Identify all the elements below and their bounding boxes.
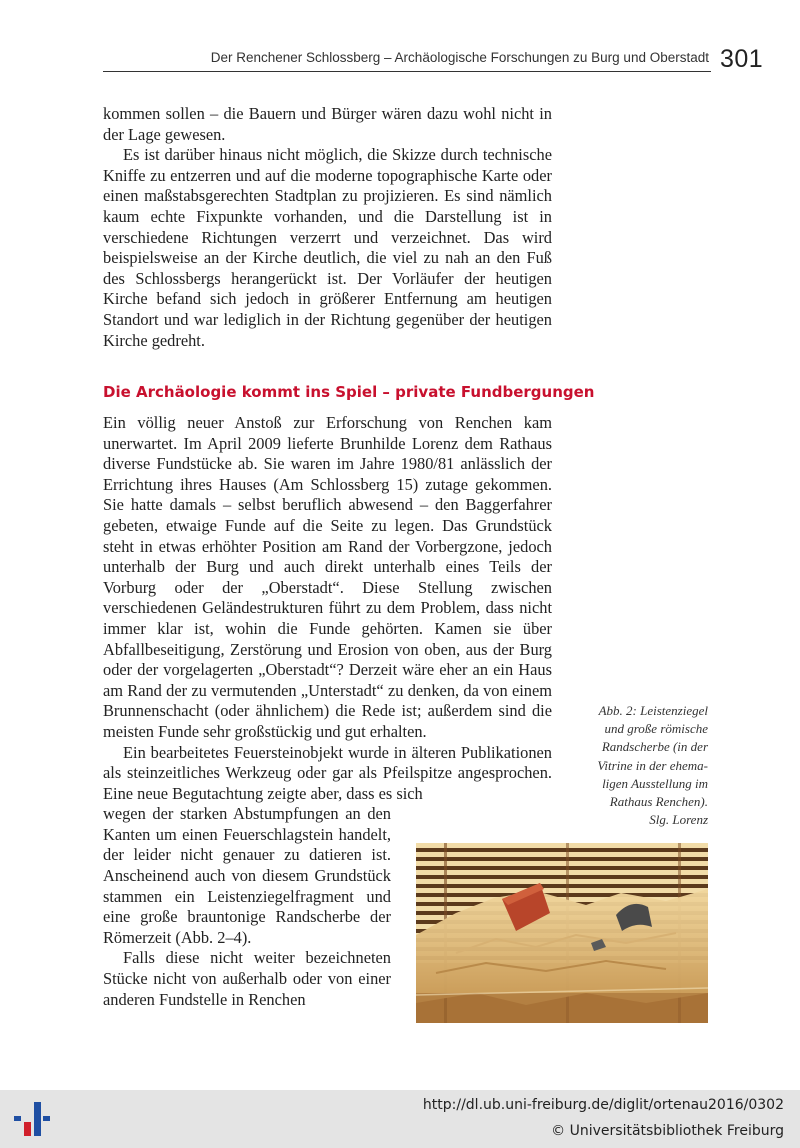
figure-photo [416, 843, 708, 1023]
glass-reflection [416, 993, 708, 1023]
caption-line: ligen Ausstellung im [602, 775, 708, 791]
header-rule [103, 71, 711, 72]
paragraph: wegen der starken Abstumpfungen an den Kanten um einen Feuerschlagstein handelt, der leider nicht genauer zu datieren ist. Anscheinend auch von diesem Grundstück stammen ein Leistenziegelfragment und eine große brauntonige Randscherbe der Römerzeit (Abb. 2–4). [103, 804, 391, 947]
figure-caption [563, 702, 708, 829]
paragraph: Es ist darüber hinaus nicht möglich, die Skizze durch technische Kniffe zu entzerren und auf die moderne topographische Karte oder einen maßstabsgerechten Stadtplan zu projizieren. Es sind nämlich kaum echte Fixpunkte vorhanden, und die Darstellung ist in verschiedene Richtungen verzerrt und verzeichnet. Das wird beispielsweise an der Kirche deutlich, die viel zu nah an den Fuß des Schlossbergs herangerückt ist. Der Vorläufer der heutigen Kirche befand sich jedoch in größerer Entfernung am heutigen Standort und war lediglich in der Richtung gegenüber der heutigen Kirche gedreht. [103, 145, 552, 350]
intro-text-block [103, 104, 552, 351]
caption-line: Slg. Lorenz [649, 812, 708, 828]
library-logo-icon [12, 1098, 52, 1144]
caption-line: und große römische [604, 721, 708, 737]
paragraph: kommen sollen – die Bauern und Bürger wären dazu wohl nicht in der Lage gewesen. [103, 104, 552, 144]
showcase-photo-image [416, 843, 708, 1023]
caption-line: Abb. 2: Leistenziegel [598, 703, 708, 718]
paragraph: Falls diese nicht weiter bezeichneten Stücke nicht von außerhalb oder von einer anderen Fundstelle in Renchen [103, 948, 391, 1009]
copyright-notice: © Universitätsbibliothek Freiburg [551, 1123, 784, 1139]
page-number: 301 [720, 45, 764, 73]
paragraph: Ein bearbeitetes Feuersteinobjekt wurde in älteren Publikationen als steinzeitliches Werkzeug oder gar als Pfeilspitze angesprochen. Eine neue Begutachtung zeigte aber, dass es sich [103, 742, 552, 803]
section-heading: Die Archäologie kommt ins Spiel – private Fundbergungen [103, 383, 595, 401]
paragraph: Ein völlig neuer Anstoß zur Erforschung von Renchen kam unerwartet. Im April 2009 lieferte Brunhilde Lorenz dem Rathaus diverse Fundstücke ab. Sie waren im Jahre 1980/81 anlässlich der Errichtung ihres Hauses (Am Schlossberg 15) zutage gekommen. Sie hatte damals – selbst beruflich abwesend – den Baggerfahrer gebeten, etwaige Funde auf die Seite zu legen. Das Grundstück steht in etwas erhöhter Position am Rand der Vorbergzone, jedoch unterhalb der Burg und auch direkt unterhalb eines Teils der Vorburg oder der „Oberstadt“. Diese Stellung zwischen verschiedenen Geländestrukturen führt zu dem Problem, dass nicht immer klar ist, wohin die Funde gehörten. Kamen sie über Abfallbeseitigung, Zerstörung und Erosion von oben, aus der Burg oder der vorgelagerten „Oberstadt“? Derzeit wäre eher an ein Haus am Rand der zu vermutenden „Unterstadt“ zu denken, da von einem Brunnenschacht (oder ähnlichem) die Rede ist; außerdem sind die meisten Funde sehr großstückig und gut erhalten. [103, 413, 552, 741]
running-title: Der Renchener Schlossberg – Archäologische Forschungen zu Burg und Oberstadt [210, 50, 709, 65]
caption-line: Rathaus Renchen). [609, 794, 708, 810]
caption-line: Randscherbe (in der [601, 739, 708, 755]
source-url-link[interactable]: http://dl.ub.uni-freiburg.de/diglit/ortenau2016/0302 [422, 1097, 784, 1113]
caption-line: Vitrine in der ehema- [597, 757, 708, 773]
